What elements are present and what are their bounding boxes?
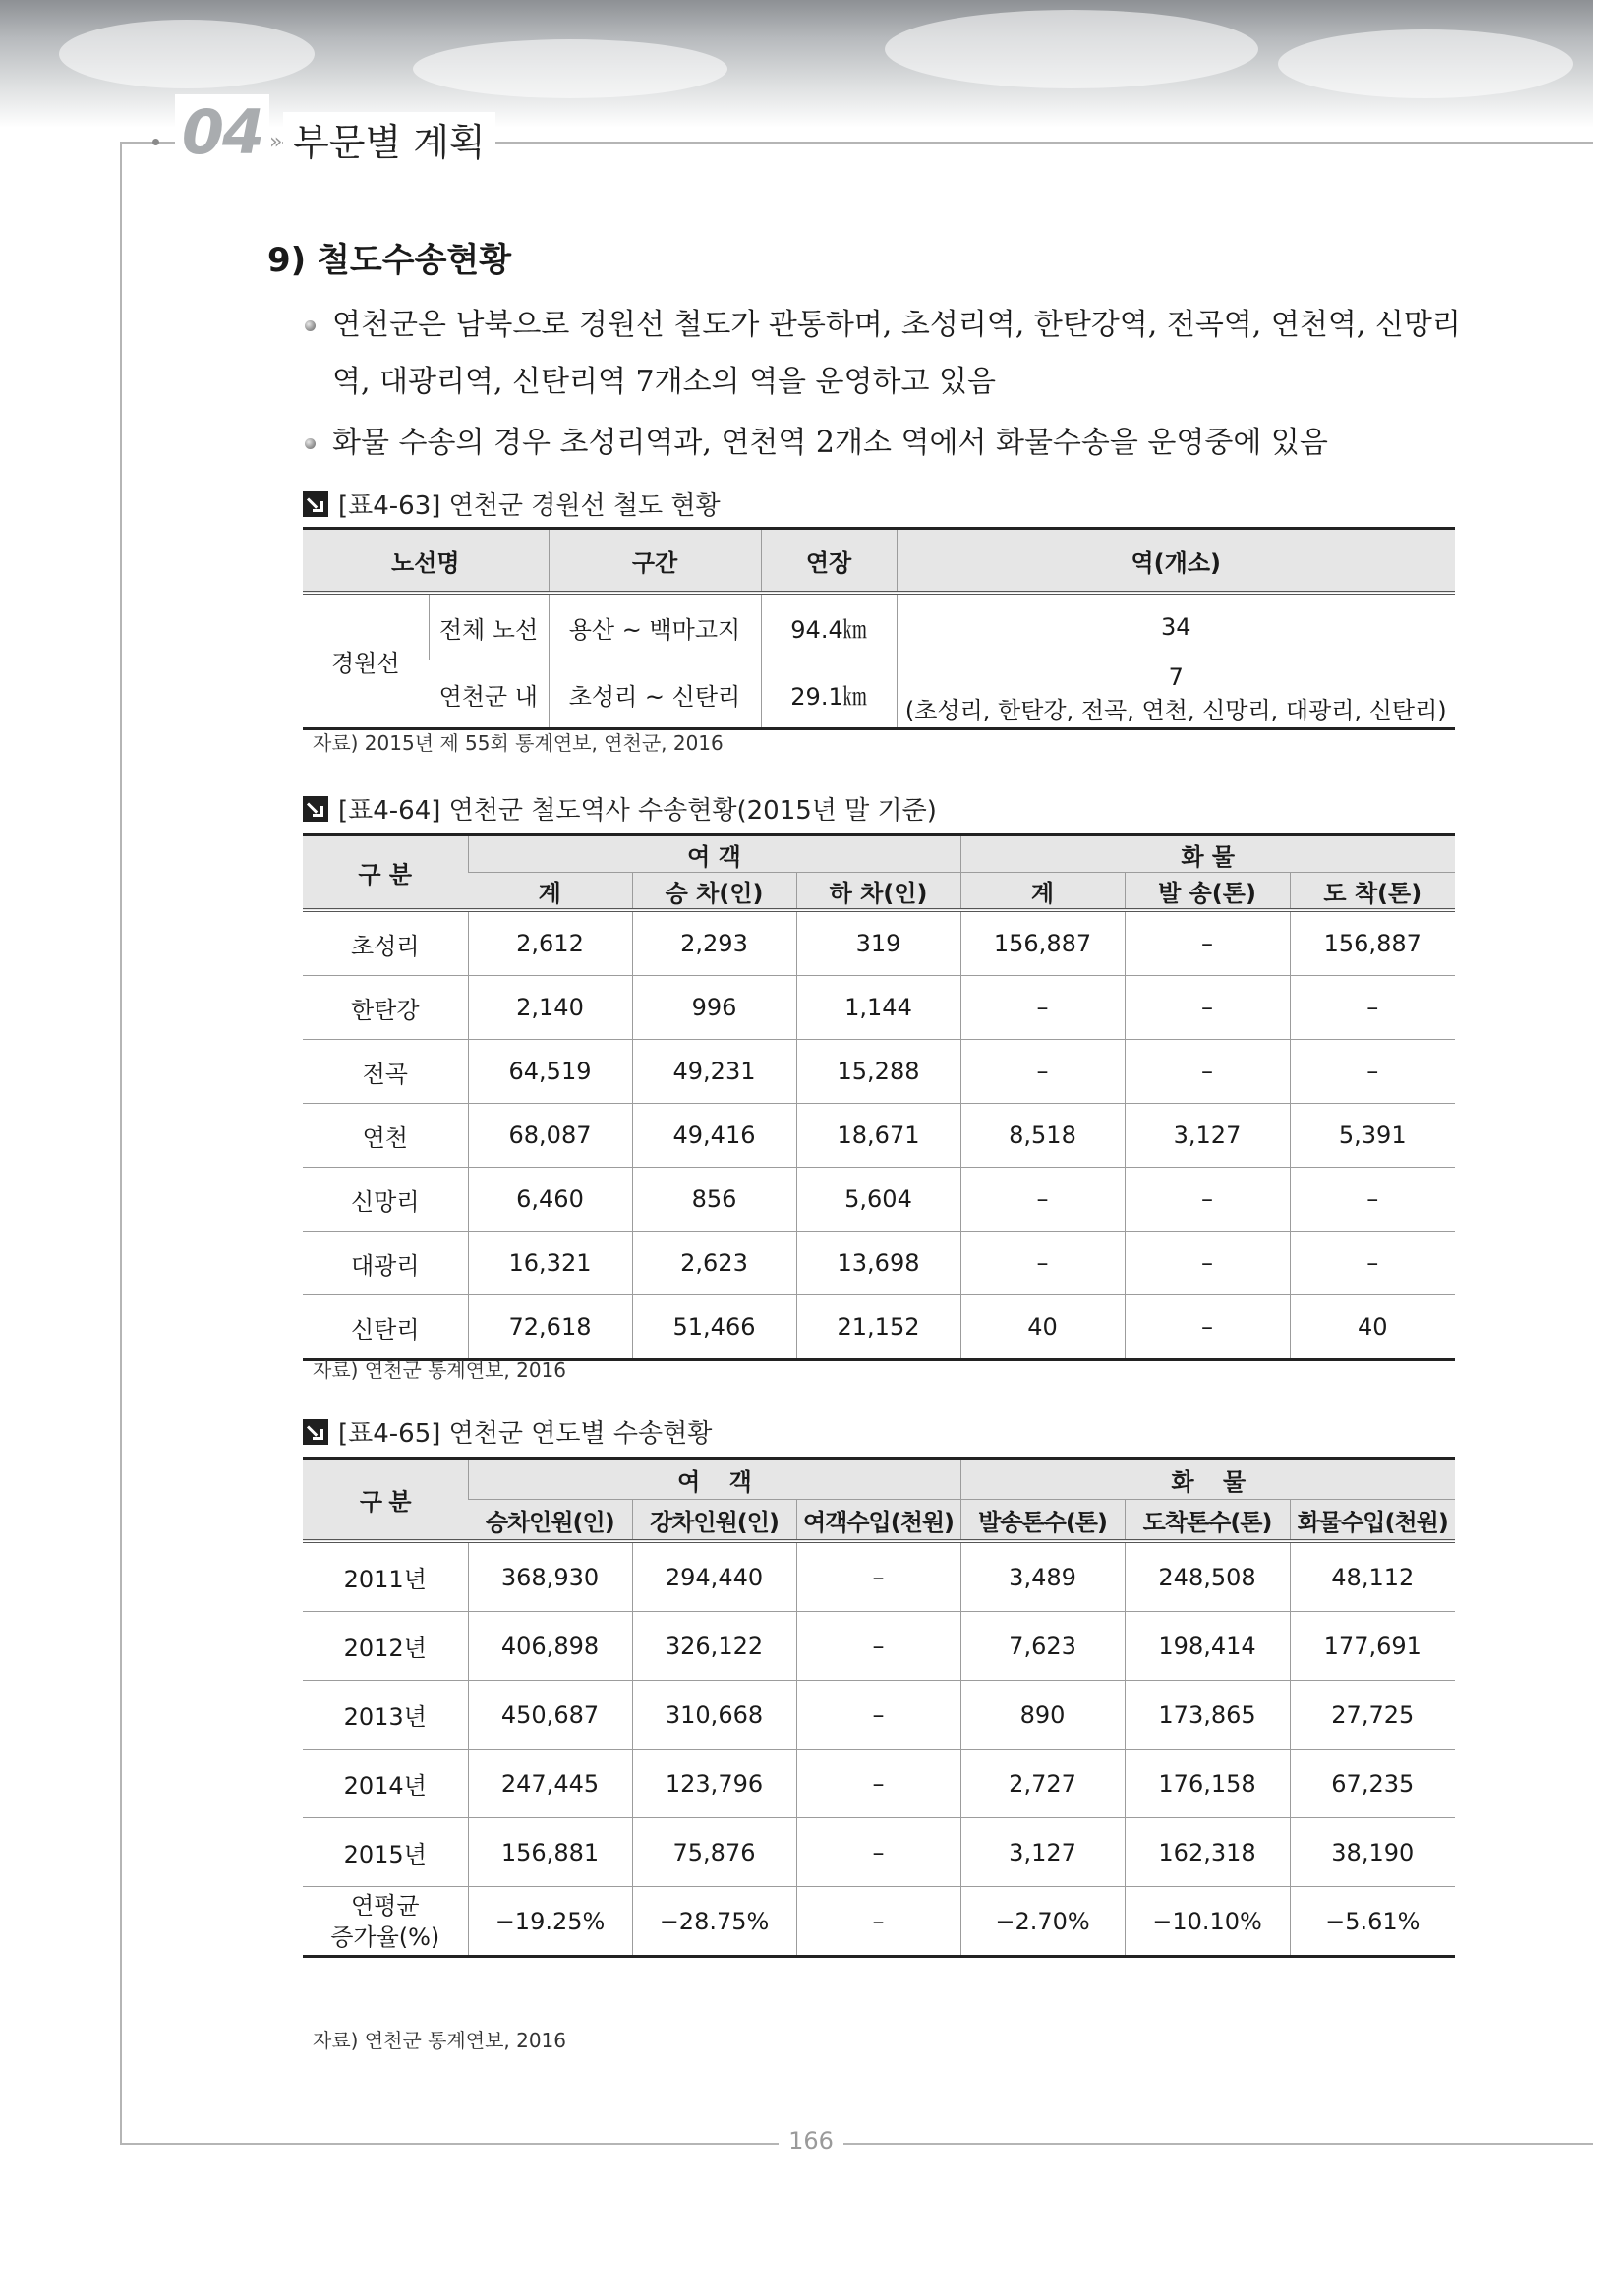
table-source: 자료) 2015년 제 55회 통계연보, 연천군, 2016 [313,731,724,755]
table-row-average [303,1887,1455,1957]
table-cell: – [1125,1040,1290,1104]
table-cell: 3,127 [960,1818,1125,1887]
average-label-cell [303,1887,468,1957]
frame-bottom-rule-right [843,2143,1593,2145]
table-cell: −28.75% [632,1887,796,1957]
table-cell: 초성리 ~ 신탄리 [549,660,761,729]
section-title: 9) 철도수송현황 [267,241,512,280]
column-header: 계 [468,873,632,911]
table-cell: – [1290,1232,1455,1295]
table-cell: – [960,976,1125,1040]
row-header: 구 분 [303,835,468,911]
frame-left-rule [120,142,122,2143]
table-row [303,976,1455,1040]
table-row [303,1612,1455,1681]
table-cell: 18,671 [796,1104,960,1168]
table-cell: 3,127 [1125,1104,1290,1168]
row-label-cell: 한탄강 [303,976,468,1040]
table-caption [303,486,721,522]
table-cell: 406,898 [468,1612,632,1681]
table-cell: −10.10% [1125,1887,1290,1957]
table-cell [897,660,1455,729]
line-name-cell: 경원선 [303,593,429,729]
table-cell: 16,321 [468,1232,632,1295]
table-cell: 7,623 [960,1612,1125,1681]
table-cell: 40 [1290,1295,1455,1360]
row-label-cell: 전곡 [303,1040,468,1104]
group-header-passenger: 여 객 [468,1459,960,1500]
row-label-cell: 초성리 [303,910,468,976]
table-cell: 49,416 [632,1104,796,1168]
row-label-cell: 2012년 [303,1612,468,1681]
table-row [303,1104,1455,1168]
table-cell: 48,112 [1290,1541,1455,1612]
table-row [303,910,1455,976]
table-cell: 319 [796,910,960,976]
table-source: 자료) 연천군 통계연보, 2016 [313,2029,567,2052]
table-cell: 123,796 [632,1750,796,1818]
table-cell: 6,460 [468,1168,632,1232]
table-cell: 2,612 [468,910,632,976]
table-cell: 5,604 [796,1168,960,1232]
column-header: 도 착(톤) [1290,873,1455,911]
rail-line-table [303,527,1455,730]
table-cell: 8,518 [960,1104,1125,1168]
table-cell: 162,318 [1125,1818,1290,1887]
column-header: 화물수입(천원) [1290,1500,1455,1542]
row-label-cell: 2013년 [303,1681,468,1750]
station-count: 7 [1168,663,1184,691]
table-cell: 40 [960,1295,1125,1360]
bullet-icon [305,438,316,449]
table-row [303,1232,1455,1295]
table-cell: 156,881 [468,1818,632,1887]
station-transport-table [303,833,1455,1361]
column-header: 하 차(인) [796,873,960,911]
table-cell: 68,087 [468,1104,632,1168]
frame-bottom-rule-left [120,2143,779,2145]
table-cell: 176,158 [1125,1750,1290,1818]
row-label-cell: 2011년 [303,1541,468,1612]
table-cell: 2,140 [468,976,632,1040]
chapter-title: 부문별 계획 [283,112,495,166]
table-cell: 94.4㎞ [761,593,897,660]
column-header: 연장 [761,529,897,594]
table-cell: 1,144 [796,976,960,1040]
table-cell: 996 [632,976,796,1040]
table-cell: – [1125,1232,1290,1295]
bullet-icon [305,320,316,331]
table-caption-text: [표4-63] 연천군 경원선 철도 현황 [338,491,721,521]
table-row [303,660,1455,729]
table-cell: 156,887 [1290,910,1455,976]
column-header: 구간 [549,529,761,594]
column-header: 강차인원(인) [632,1500,796,1542]
table-cell: – [796,1818,960,1887]
table-cell: – [1290,1168,1455,1232]
group-header-freight: 화 물 [960,1459,1455,1500]
table-caption [303,1413,712,1450]
group-header-freight: 화 물 [960,835,1455,873]
table-caption [303,790,937,827]
table-cell: −19.25% [468,1887,632,1957]
table-caption-text: [표4-64] 연천군 철도역사 수송현황(2015년 말 기준) [338,796,937,826]
table-cell: 27,725 [1290,1681,1455,1750]
table-row [303,1295,1455,1360]
table-cell: 51,466 [632,1295,796,1360]
header-dot-left [152,139,159,145]
table-cell: 294,440 [632,1541,796,1612]
table-source: 자료) 연천군 통계연보, 2016 [313,1358,567,1382]
row-label-cell: 2015년 [303,1818,468,1887]
table-cell: – [796,1750,960,1818]
table-cell: 3,489 [960,1541,1125,1612]
table-row [303,1818,1455,1887]
table-cell: 2,293 [632,910,796,976]
table-cell: 13,698 [796,1232,960,1295]
table-cell: 용산 ~ 백마고지 [549,593,761,660]
table-cell: 64,519 [468,1040,632,1104]
table-cell: 연천군 내 [429,660,549,729]
table-cell: −5.61% [1290,1887,1455,1957]
table-cell: – [960,1168,1125,1232]
arrow-icon [303,1419,328,1445]
table-row [303,1750,1455,1818]
row-label-cell: 2014년 [303,1750,468,1818]
table-cell: – [960,1232,1125,1295]
column-header: 노선명 [303,529,549,594]
table-cell: – [1290,1040,1455,1104]
column-header: 승차인원(인) [468,1500,632,1542]
table-cell: – [796,1612,960,1681]
table-cell: 29.1㎞ [761,660,897,729]
row-label-cell: 연천 [303,1104,468,1168]
table-caption-text: [표4-65] 연천군 연도별 수송현황 [338,1419,713,1449]
table-cell: 5,391 [1290,1104,1455,1168]
paragraph: 화물 수송의 경우 초성리역과, 연천역 2개소 역에서 화물수송을 운영중에 있음 [332,426,1328,460]
table-cell: 310,668 [632,1681,796,1750]
table-cell: 49,231 [632,1040,796,1104]
table-cell: 67,235 [1290,1750,1455,1818]
row-header: 구 분 [303,1459,468,1542]
table-cell: 326,122 [632,1612,796,1681]
table-cell: 2,727 [960,1750,1125,1818]
table-cell: 34 [897,593,1455,660]
table-cell: – [796,1887,960,1957]
column-header: 여객수입(천원) [796,1500,960,1542]
table-cell: 전체 노선 [429,593,549,660]
table-cell: 75,876 [632,1818,796,1887]
station-list: (초성리, 한탄강, 전곡, 연천, 신망리, 대광리, 신탄리) [904,697,1447,724]
table-cell: 72,618 [468,1295,632,1360]
table-cell: 156,887 [960,910,1125,976]
table-cell: 856 [632,1168,796,1232]
table-row [303,1168,1455,1232]
group-header-passenger: 여 객 [468,835,960,873]
table-cell: – [1125,976,1290,1040]
table-row [303,593,1455,660]
page-number: 166 [788,2127,834,2154]
chapter-number: 04 [175,94,269,171]
chapter-mark: » [269,130,283,154]
yearly-transport-table [303,1457,1455,1958]
table-cell: – [1125,1168,1290,1232]
table-cell: 21,152 [796,1295,960,1360]
column-header: 도착톤수(톤) [1125,1500,1290,1542]
table-cell: 177,691 [1290,1612,1455,1681]
column-header: 역(개소) [897,529,1455,594]
table-cell: 173,865 [1125,1681,1290,1750]
column-header: 발송톤수(톤) [960,1500,1125,1542]
column-header: 승 차(인) [632,873,796,911]
table-cell: – [1125,910,1290,976]
table-row [303,1541,1455,1612]
table-row [303,1681,1455,1750]
table-cell: – [960,1040,1125,1104]
table-cell: −2.70% [960,1887,1125,1957]
row-label-cell: 신망리 [303,1168,468,1232]
paragraph: 연천군은 남북으로 경원선 철도가 관통하며, 초성리역, 한탄강역, 전곡역, 연천역, 신망리역, 대광리역, 신탄리역 7개소의 역을 운영하고 있음 [332,308,1461,399]
table-row [303,1040,1455,1104]
column-header: 계 [960,873,1125,911]
table-cell: 198,414 [1125,1612,1290,1681]
average-label-line2: 증가율(%) [330,1923,440,1951]
table-cell: 368,930 [468,1541,632,1612]
table-cell: – [1290,976,1455,1040]
table-cell: 890 [960,1681,1125,1750]
table-cell: 248,508 [1125,1541,1290,1612]
average-label-line1: 연평균 [350,1891,420,1920]
row-label-cell: 신탄리 [303,1295,468,1360]
table-cell: 450,687 [468,1681,632,1750]
arrow-icon [303,796,328,822]
column-header: 발 송(톤) [1125,873,1290,911]
table-cell: – [796,1541,960,1612]
row-label-cell: 대광리 [303,1232,468,1295]
table-cell: 247,445 [468,1750,632,1818]
table-cell: 38,190 [1290,1818,1455,1887]
table-cell: 15,288 [796,1040,960,1104]
table-cell: – [1125,1295,1290,1360]
table-cell: 2,623 [632,1232,796,1295]
table-cell: – [796,1681,960,1750]
arrow-icon [303,491,328,517]
